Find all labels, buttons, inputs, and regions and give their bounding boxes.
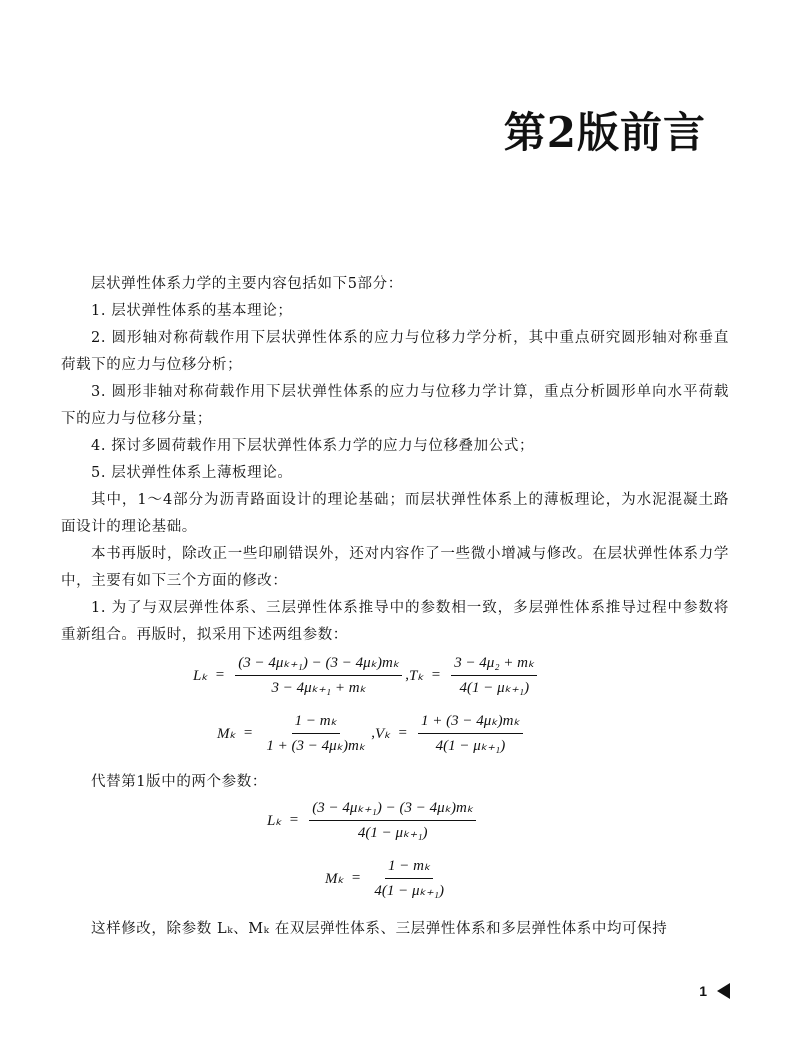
formula-lhs: Lₖ xyxy=(267,813,282,829)
numerator: (3 − 4μₖ₊₁) − (3 − 4μₖ)mₖ xyxy=(235,653,402,676)
numerator: 1 − mₖ xyxy=(385,856,433,879)
paragraph: 代替第1版中的两个参数： xyxy=(91,774,267,790)
denominator: 1 + (3 − 4μₖ)mₖ xyxy=(266,738,366,754)
fraction xyxy=(371,856,447,901)
paragraph: 层状弹性体系力学的主要内容包括如下5部分： xyxy=(91,276,403,292)
denominator: 4(1 − μₖ₊₁) xyxy=(459,680,530,696)
formula xyxy=(325,856,450,901)
paragraph: 1. 层状弹性体系的基本理论； xyxy=(91,303,293,319)
equals-sign: = xyxy=(431,667,441,683)
numerator: 1 − mₖ xyxy=(292,711,340,734)
comma: , xyxy=(405,667,409,683)
denominator: 3 − 4μₖ₊₁ + mₖ xyxy=(271,680,366,696)
triangle-left-icon xyxy=(717,983,730,999)
formula-lhs: Tₖ xyxy=(408,668,424,684)
fraction xyxy=(235,653,402,698)
denominator: 4(1 − μₖ₊₁) xyxy=(435,738,506,754)
fraction xyxy=(451,653,537,698)
numerator: 3 − 4μ₂ + mₖ xyxy=(451,653,537,676)
paragraph: 5. 层状弹性体系上薄板理论。 xyxy=(91,465,293,481)
formula-lhs: Mₖ xyxy=(217,726,236,742)
fraction xyxy=(263,711,368,756)
paragraph: 2. 圆形轴对称荷载作用下层状弹性体系的应力与位移力学分析，其中重点研究圆形轴对称垂直荷载下的应力与位移分析； xyxy=(61,330,729,373)
formula xyxy=(193,653,540,698)
formula-row xyxy=(61,856,729,916)
fraction xyxy=(418,711,523,756)
paragraph: 1. 为了与双层弹性体系、三层弹性体系推导中的参数相一致，多层弹性体系推导过程中参数将重新组合。再版时，拟采用下述两组参数： xyxy=(61,600,729,643)
formula-row xyxy=(61,796,729,856)
paragraph: 本书再版时，除改正一些印刷错误外，还对内容作了一些微小增减与修改。在层状弹性体系力学中，主要有如下三个方面的修改： xyxy=(61,546,729,589)
formula-row xyxy=(61,649,729,709)
numerator: (3 − 4μₖ₊₁) − (3 − 4μₖ)mₖ xyxy=(309,798,476,821)
formula xyxy=(217,711,526,756)
comma: , xyxy=(371,725,375,741)
formula xyxy=(267,798,479,843)
paragraph: 其中，1～4部分为沥青路面设计的理论基础；而层状弹性体系上的薄板理论，为水泥混凝土路面设计的理论基础。 xyxy=(61,492,729,535)
fraction xyxy=(309,798,476,843)
paragraph: 3. 圆形非轴对称荷载作用下层状弹性体系的应力与位移力学计算，重点分析圆形单向水平荷载下的应力与位移分量； xyxy=(61,384,729,427)
paragraph: 4. 探讨多圆荷载作用下层状弹性体系力学的应力与位移叠加公式； xyxy=(91,438,535,454)
page-number: 1 xyxy=(699,983,707,999)
equals-sign: = xyxy=(398,725,408,741)
equals-sign: = xyxy=(289,812,299,828)
body-text xyxy=(61,271,729,943)
page-footer xyxy=(699,983,730,999)
formula-row xyxy=(61,709,729,769)
formula-lhs: Lₖ xyxy=(193,668,208,684)
formula-lhs: Vₖ xyxy=(374,726,391,742)
equals-sign: = xyxy=(243,725,253,741)
equals-sign: = xyxy=(351,870,361,886)
paragraph: 这样修改，除参数 Lₖ、Mₖ 在双层弹性体系、三层弹性体系和多层弹性体系中均可保持 xyxy=(91,921,668,937)
denominator: 4(1 − μₖ₊₁) xyxy=(374,883,445,899)
equals-sign: = xyxy=(215,667,225,683)
formula-lhs: Mₖ xyxy=(325,871,344,887)
denominator: 4(1 − μₖ₊₁) xyxy=(357,825,428,841)
numerator: 1 + (3 − 4μₖ)mₖ xyxy=(418,711,523,734)
page-title: 第2版前言 xyxy=(503,108,706,157)
